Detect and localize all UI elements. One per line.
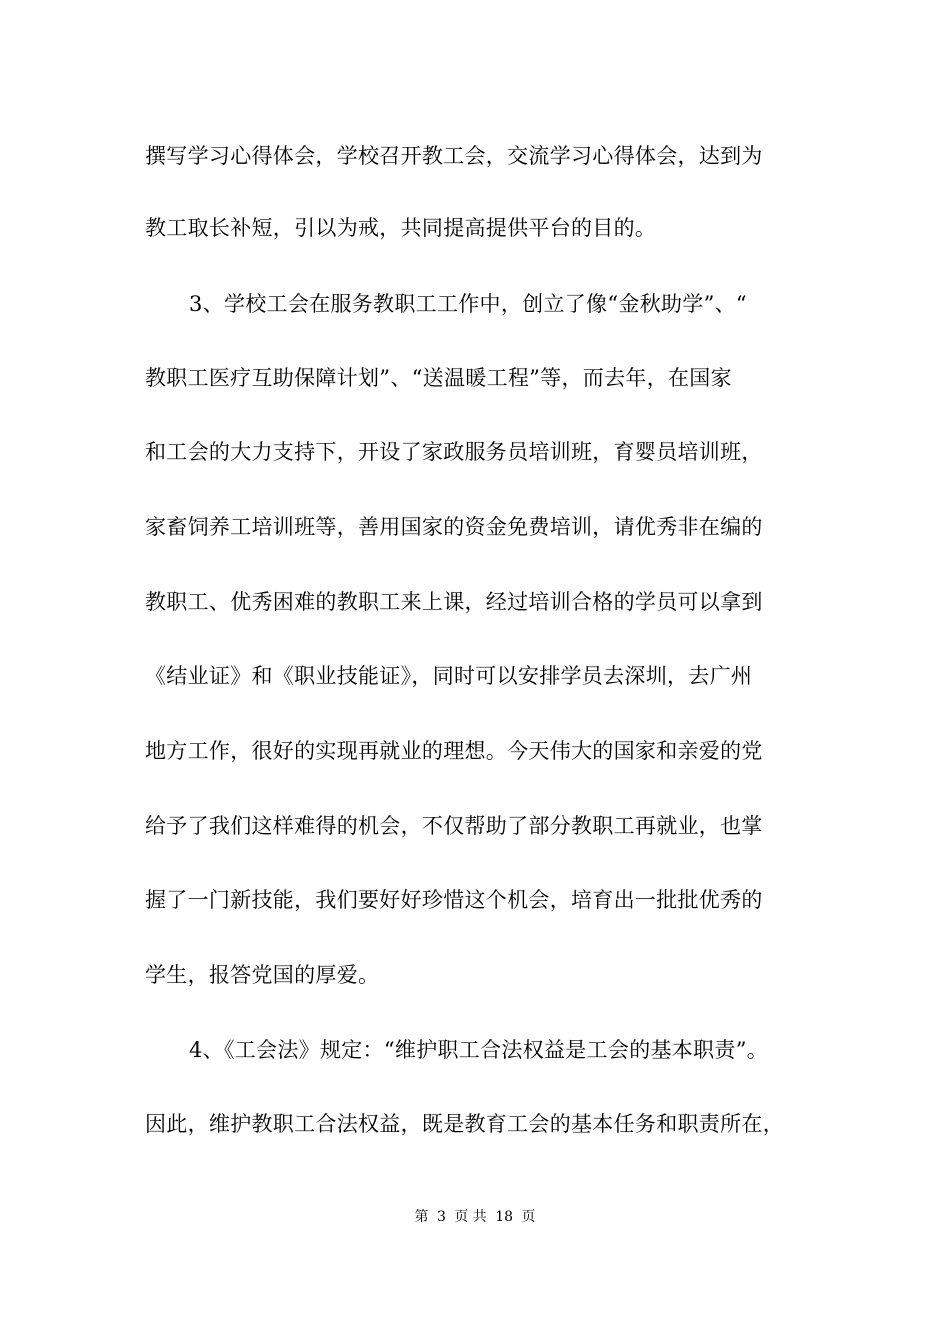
text-line-1: 撰写学习心得体会，学校召开教工会，交流学习心得体会，达到为	[145, 144, 763, 168]
footer-current-page: 3	[436, 1209, 446, 1225]
text-line-6: 家畜饲养工培训班等，善用国家的资金免费培训，请优秀非在编的	[145, 515, 763, 539]
text-line-4: 教职工医疗互助保障计划”、“送温暖工程”等，而去年，在国家	[145, 366, 732, 390]
text-line-13: 4、《工会法》规定：“维护职工合法权益是工会的基本职责”。	[189, 1038, 769, 1062]
text-line-14: 因此，维护教职工合法权益，既是教育工会的基本任务和职责所在，	[145, 1112, 784, 1136]
text-line-11: 握了一门新技能，我们要好好珍惜这个机会，培育出一批批优秀的	[145, 888, 763, 912]
footer-suffix: 页	[521, 1209, 536, 1225]
footer-total-pages: 18	[495, 1209, 514, 1225]
page-footer	[0, 1208, 950, 1226]
footer-prefix: 第	[414, 1209, 429, 1225]
text-line-8: 《结业证》和《职业技能证》，同时可以安排学员去深圳，去广州	[145, 664, 753, 688]
text-line-5: 和工会的大力支持下，开设了家政服务员培训班，育婴员培训班，	[145, 440, 763, 464]
text-line-10: 给予了我们这样难得的机会，不仅帮助了部分教职工再就业，也掌	[145, 814, 763, 838]
footer-middle: 页 共	[454, 1209, 487, 1225]
text-line-3: 3、学校工会在服务教职工工作中，创立了像“金秋助学”、“	[189, 292, 747, 316]
text-line-12: 学生，报答党国的厚爱。	[145, 963, 380, 987]
text-line-2: 教工取长补短，引以为戒，共同提高提供平台的目的。	[145, 216, 657, 240]
text-line-9: 地方工作，很好的实现再就业的理想。今天伟大的国家和亲爱的党	[145, 739, 763, 763]
text-line-7: 教职工、优秀困难的教职工来上课，经过培训合格的学员可以拿到	[145, 590, 763, 614]
